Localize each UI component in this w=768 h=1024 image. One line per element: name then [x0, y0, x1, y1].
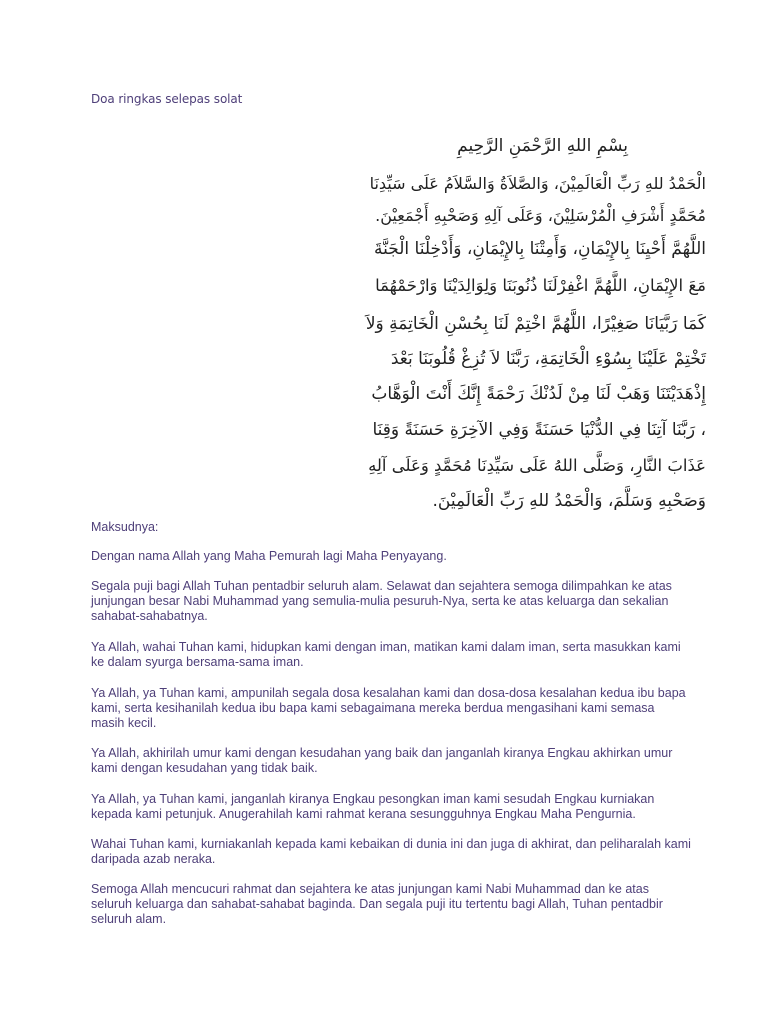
arabic-line: ، رَبَّنَا آتِنَا فِي الدُّنْيَا حَسَنَةً وَفِي الآخِرَةِ حَسَنَةً وَقِنَا: [372, 420, 706, 440]
arabic-line: وَصَحْبِهِ وَسَلَّمَ، وَالْحَمْدُ للهِ رَبِّ الْعَالَمِيْنَ.: [432, 491, 706, 511]
arabic-line: كَمَا رَبَّيَانَا صَغِيْرًا، اللَّهُمَّ اخْتِمْ لَنَا بِحُسْنِ الْخَاتِمَةِ وَلاَ: [365, 314, 706, 334]
translation-paragraph: Ya Allah, ya Tuhan kami, ampunilah segala dosa kesalahan kami dan dosa-dosa kesalahan kedua ibu bapa kami, serta kesihanilah kedua ibu bapa kami sebagaimana mereka berdua mengasihani kami semasa masih kecil.: [91, 686, 686, 730]
arabic-line: اللَّهُمَّ أَحْيِنَا بِالإِيْمَانِ، وَأَمِتْنَا بِالإِيْمَانِ، وَأَدْخِلْنَا الْجَنَّةَ: [374, 239, 706, 259]
translation-label: Maksudnya:: [91, 520, 159, 534]
translation-paragraph: Dengan nama Allah yang Maha Pemurah lagi Maha Penyayang.: [91, 549, 447, 563]
translation-paragraph: Segala puji bagi Allah Tuhan pentadbir seluruh alam. Selawat dan sejahtera semoga dilimpahkan ke atas junjungan besar Nabi Muhammad yang semulia-mulia pesuruh-Nya, serta ke atas keluarga dan sekalian sahabat-sahabatnya.: [91, 579, 672, 623]
document-title: Doa ringkas selepas solat: [91, 92, 243, 106]
translation-paragraph: Wahai Tuhan kami, kurniakanlah kepada kami kebaikan di dunia ini dan juga di akhirat, dan peliharalah kami daripada azab neraka.: [91, 837, 691, 866]
arabic-line: تَخْتِمْ عَلَيْنَا بِسُوْءِ الْخَاتِمَةِ، رَبَّنَا لاَ تُزِغْ قُلُوبَنَا بَعْدَ: [390, 349, 706, 369]
translation-paragraph: Ya Allah, akhirilah umur kami dengan kesudahan yang baik dan janganlah kiranya Engkau akhirkan umur kami dengan kesudahan yang tidak baik.: [91, 746, 673, 775]
arabic-prayer-text: [360, 126, 706, 518]
arabic-line: مُحَمَّدٍ أَشْرَفِ الْمُرْسَلِيْنَ، وَعَلَى آلِهِ وَصَحْبِهِ أَجْمَعِيْنَ.: [375, 206, 706, 225]
translation-paragraph: Semoga Allah mencucuri rahmat dan sejahtera ke atas junjungan kami Nabi Muhammad dan ke atas seluruh keluarga dan sahabat-sahabat baginda. Dan segala puji itu tertentu bagi Allah, Tuhan pentadbir seluruh alam.: [91, 882, 663, 926]
arabic-line: الْحَمْدُ للهِ رَبِّ الْعَالَمِيْنَ، وَالصَّلاَةُ وَالسَّلاَمُ عَلَى سَيِّدِنَا: [369, 174, 706, 193]
arabic-line: مَعَ الإِيْمَانِ، اللَّهُمَّ اغْفِرْلَنَا ذُنُوبَنَا وَلِوَالِدَيْنَا وَارْحَمْهُمَا: [375, 276, 706, 295]
translation-paragraph: Ya Allah, wahai Tuhan kami, hidupkan kami dengan iman, matikan kami dalam iman, serta masukkan kami ke dalam syurga bersama-sama iman.: [91, 640, 681, 669]
translation-paragraph: Ya Allah, ya Tuhan kami, janganlah kiranya Engkau pesongkan iman kami sesudah Engkau kurniakan kepada kami petunjuk. Anugerahilah kami rahmat kerana sesungguhnya Engkau Maha Pengurnia.: [91, 792, 655, 821]
arabic-line: إِذْهَدَيْتَنَا وَهَبْ لَنَا مِنْ لَدُنْكَ رَحْمَةً إِنَّكَ أَنْتَ الْوَهَّابُ: [371, 384, 706, 404]
arabic-line: عَذَابَ النَّارِ، وَصَلَّى اللهُ عَلَى سَيِّدِنَا مُحَمَّدٍ وَعَلَى آلِهِ: [368, 456, 706, 475]
arabic-line-bismillah: بِسْمِ اللهِ الرَّحْمَنِ الرَّحِيمِ: [457, 136, 628, 156]
